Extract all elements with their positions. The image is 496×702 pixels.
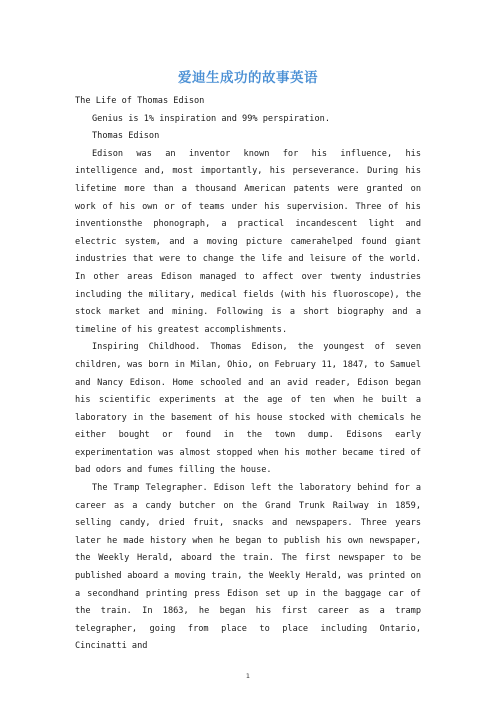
page-number: 1 (245, 672, 251, 680)
paragraph-intro: Edison was an inventor known for his influence, his intelligence and, most importantly, his perseverance. During his lifetime more than a thousand American patents were granted on work of his own or of teams under his supervision. Three of his inventionsthe phonograph, a practical incandescent light and electric system, and a moving picture camerahelped found giant industries that were to change the life and leisure of the world. In other areas Edison managed to affect over twenty industries including the military, medical fields (with his fluoroscope), the stock market and mining. Following is a short biography and a timeline of his greatest accomplishments. (75, 148, 421, 335)
paragraph-childhood: Inspiring Childhood. Thomas Edison, the youngest of seven children, was born in Milan, Ohio, on February 11, 1847, to Samuel and Nancy Edison. Home schooled and an avid reader, Edison began his scientific experiments at the age of ten when he built a laboratory in the basement of his house stocked with chemicals he either bought or found in the town dump. Edisons early experimentation was almost stopped when his mother became tired of bad odors and fumes filling the house. (75, 342, 421, 476)
paragraph-telegrapher: The Tramp Telegrapher. Edison left the laboratory behind for a career as a candy butcher on the Grand Trunk Railway in 1859, selling candy, dried fruit, snacks and newspapers. Three years later he made history when he began to publish his own newspaper, the Weekly Herald, aboard the train. The first newspaper to be published aboard a moving train, the Weekly Herald, was printed on a secondhand printing press Edison set up in the baggage car of the train. In 1863, he began his first career as a tramp telegrapher, going from place to place including Ontario, Cincinatti and (75, 483, 421, 652)
document-body (75, 93, 421, 656)
heading-line: The Life of Thomas Edison (75, 96, 205, 106)
attribution-line: Thomas Edison (92, 131, 160, 142)
quote-line: Genius is 1% inspiration and 99% perspiration. (92, 113, 330, 124)
document-title: 爱迪生成功的故事英语 (178, 70, 318, 86)
